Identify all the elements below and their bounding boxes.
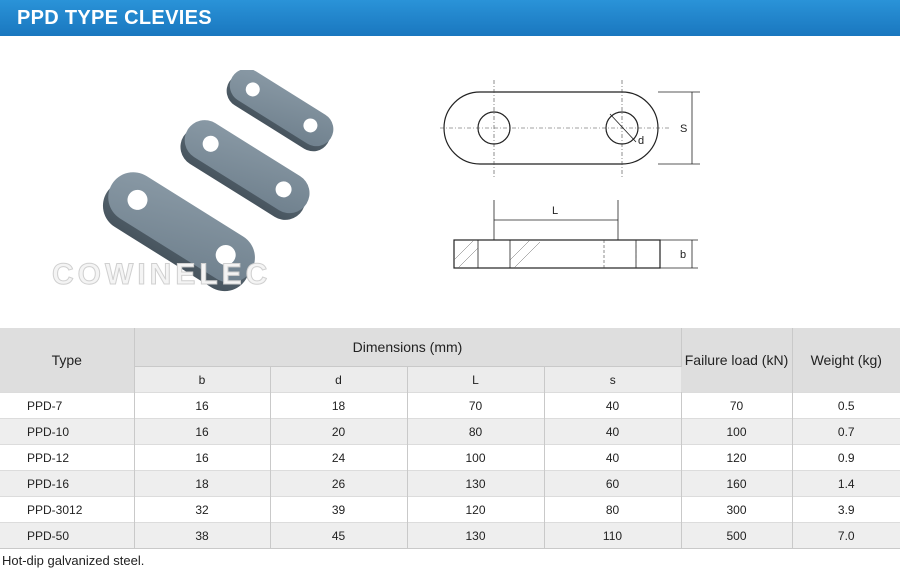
cell-b: 18	[134, 471, 270, 497]
cell-L: 130	[407, 471, 544, 497]
cell-weight: 7.0	[792, 523, 900, 549]
table-row	[0, 523, 900, 549]
spec-table	[0, 328, 900, 549]
table-row	[0, 471, 900, 497]
cell-d: 45	[270, 523, 407, 549]
cell-type: PPD-12	[0, 445, 134, 471]
col-header-failure-load: Failure load (kN)	[681, 328, 792, 393]
cell-L: 70	[407, 393, 544, 419]
col-header-weight: Weight (kg)	[792, 328, 900, 393]
cell-failure-load: 300	[681, 497, 792, 523]
cell-failure-load: 120	[681, 445, 792, 471]
cell-d: 24	[270, 445, 407, 471]
cell-weight: 0.7	[792, 419, 900, 445]
cell-s: 80	[544, 497, 681, 523]
col-header-s: s	[544, 367, 681, 393]
cell-failure-load: 100	[681, 419, 792, 445]
col-header-d: d	[270, 367, 407, 393]
cell-type: PPD-3012	[0, 497, 134, 523]
col-header-dimensions: Dimensions (mm)	[134, 328, 681, 367]
technical-drawing	[440, 80, 700, 280]
cell-s: 40	[544, 393, 681, 419]
watermark: COWINELEC	[52, 258, 272, 291]
table-row	[0, 393, 900, 419]
cell-s: 40	[544, 445, 681, 471]
cell-failure-load: 500	[681, 523, 792, 549]
footnote: Hot-dip galvanized steel.	[2, 553, 145, 568]
col-header-type: Type	[0, 328, 134, 393]
cell-L: 100	[407, 445, 544, 471]
col-header-L: L	[407, 367, 544, 393]
cell-weight: 1.4	[792, 471, 900, 497]
cell-type: PPD-50	[0, 523, 134, 549]
label-b: b	[680, 249, 687, 261]
cell-d: 39	[270, 497, 407, 523]
cell-b: 16	[134, 419, 270, 445]
table-row	[0, 419, 900, 445]
cell-b: 32	[134, 497, 270, 523]
cell-L: 80	[407, 419, 544, 445]
cell-type: PPD-7	[0, 393, 134, 419]
cell-d: 18	[270, 393, 407, 419]
cell-failure-load: 160	[681, 471, 792, 497]
cell-type: PPD-10	[0, 419, 134, 445]
cell-weight: 3.9	[792, 497, 900, 523]
col-header-b: b	[134, 367, 270, 393]
page-header	[0, 0, 900, 36]
page-title: PPD TYPE CLEVIES	[17, 7, 212, 29]
cell-weight: 0.9	[792, 445, 900, 471]
label-d: d	[638, 135, 645, 147]
cell-s: 60	[544, 471, 681, 497]
cell-type: PPD-16	[0, 471, 134, 497]
label-L: L	[552, 205, 559, 217]
cell-s: 110	[544, 523, 681, 549]
table-row	[0, 445, 900, 471]
cell-weight: 0.5	[792, 393, 900, 419]
cell-failure-load: 70	[681, 393, 792, 419]
cell-L: 130	[407, 523, 544, 549]
table-row	[0, 497, 900, 523]
cell-b: 16	[134, 393, 270, 419]
cell-b: 16	[134, 445, 270, 471]
cell-s: 40	[544, 419, 681, 445]
cell-d: 26	[270, 471, 407, 497]
label-S: S	[680, 123, 688, 135]
cell-d: 20	[270, 419, 407, 445]
cell-b: 38	[134, 523, 270, 549]
cell-L: 120	[407, 497, 544, 523]
